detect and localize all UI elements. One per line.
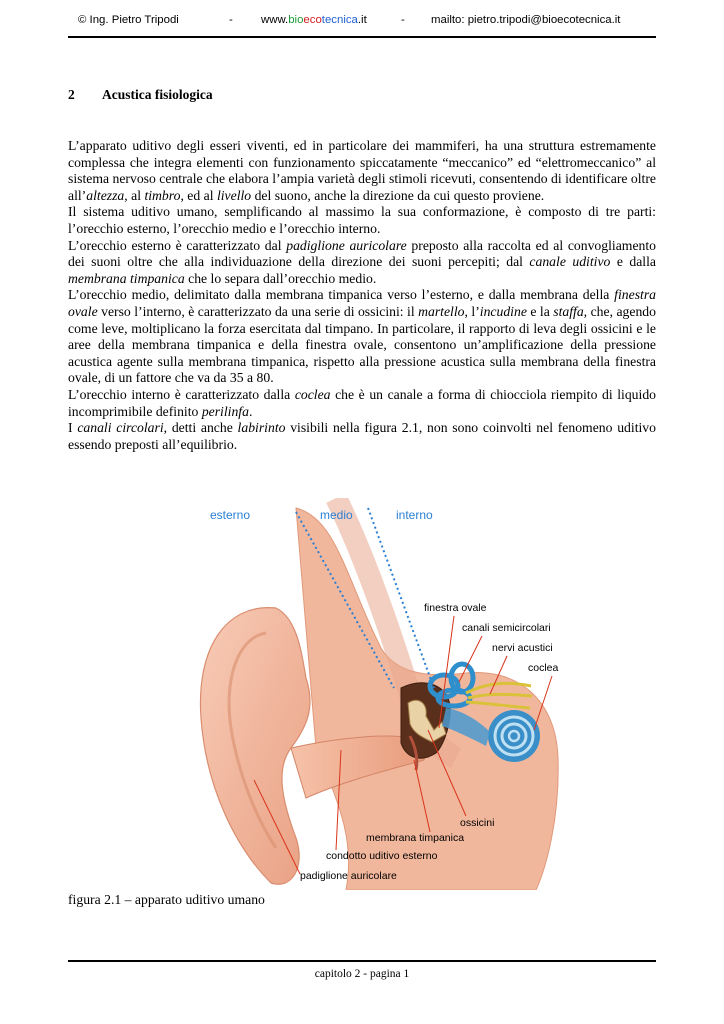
header-rule [68, 36, 656, 38]
label-membrana-timpanica: membrana timpanica [366, 832, 465, 844]
label-medio: medio [320, 508, 353, 522]
header-website-link[interactable] [261, 14, 367, 26]
site-tec: tecnica [321, 14, 358, 26]
site-suffix: .it [357, 14, 367, 26]
footer-rule [68, 960, 656, 962]
label-esterno: esterno [210, 508, 251, 522]
label-finestra-ovale: finestra ovale [424, 602, 487, 614]
paragraph-4: L’orecchio medio, delimitato dalla membrana timpanica verso l’esterno, e dalla membrana della finestra ovale verso l’interno, è caratterizzato da una serie di ossicini: il martello, l’incudine e la staffa, che, agendo come leve, moltiplicano la forza esercitata dal timpano. In particolare, il rapporto di leva degli ossicini e le aree della membrana timpanica e della finestra ovale, consentono un’amplificazione della pressione acustica agente sulla membrana timpanica, rispetto alla pressione acustica sulla membrana della finestra ovale, di un fattore che va da 35 a 80. [68, 287, 656, 386]
header-mail-link[interactable]: mailto: pietro.tripodi@bioecotecnica.it [431, 14, 621, 26]
header-copyright: © Ing. Pietro Tripodi [78, 14, 179, 26]
site-bio: bio [288, 14, 304, 26]
label-interno: interno [396, 508, 433, 522]
header-separator: - [229, 14, 233, 26]
pinna-shape [200, 608, 310, 885]
body-text [68, 138, 656, 453]
label-ossicini: ossicini [460, 817, 495, 829]
label-canali-semicircolari: canali semicircolari [462, 622, 551, 634]
paragraph-6: I canali circolari, detti anche labirinto visibili nella figura 2.1, non sono coinvolti nel fenomeno uditivo essendo preposti all’equilibrio. [68, 420, 656, 452]
label-condotto-uditivo: condotto uditivo esterno [326, 850, 438, 862]
section-number: 2 [68, 87, 75, 102]
section-title: Acustica fisiologica [102, 87, 213, 102]
header-separator-2: - [401, 14, 405, 26]
paragraph-5: L’orecchio interno è caratterizzato dalla coclea che è un canale a forma di chiocciola riempito di liquido incomprimibile definito perilinfa. [68, 386, 657, 419]
label-nervi-acustici: nervi acustici [492, 642, 553, 654]
page-header [68, 14, 656, 32]
label-padiglione-auricolare: padiglione auricolare [300, 870, 397, 882]
paragraph-1: L’apparato uditivo degli esseri viventi, ed in particolare dei mammiferi, ha una struttura estremamente complessa che integra elementi con funzionamento spiccatamente “meccanico” ed “elettromeccanico” al sistema nervoso centrale che elabora l’ampia varietà degli stimoli ricevuti, consentendo di identificare oltre all’altezza, al timbro, ed al livello del suono, anche la direzione da cui questo proviene. [68, 138, 656, 203]
figure-caption: figura 2.1 – apparato uditivo umano [68, 892, 265, 907]
site-prefix: www. [261, 14, 289, 26]
page-footer: capitolo 2 - pagina 1 [314, 968, 410, 980]
paragraph-2: Il sistema uditivo umano, semplificando al massimo la sua conformazione, è composto di tre parti: l’orecchio esterno, l’orecchio medio e l’orecchio interno. [68, 204, 656, 236]
site-eco: eco [303, 14, 322, 26]
paragraph-3: L’orecchio esterno è caratterizzato dal padiglione auricolare preposto alla raccolta ed al convogliamento dei suoni oltre che alla individuazione della direzione dei suoni percepiti; dal canale uditivo e dalla membrana timpanica che lo separa dall’orecchio medio. [68, 237, 657, 286]
label-coclea: coclea [528, 662, 559, 674]
ear-anatomy-figure [196, 498, 566, 890]
